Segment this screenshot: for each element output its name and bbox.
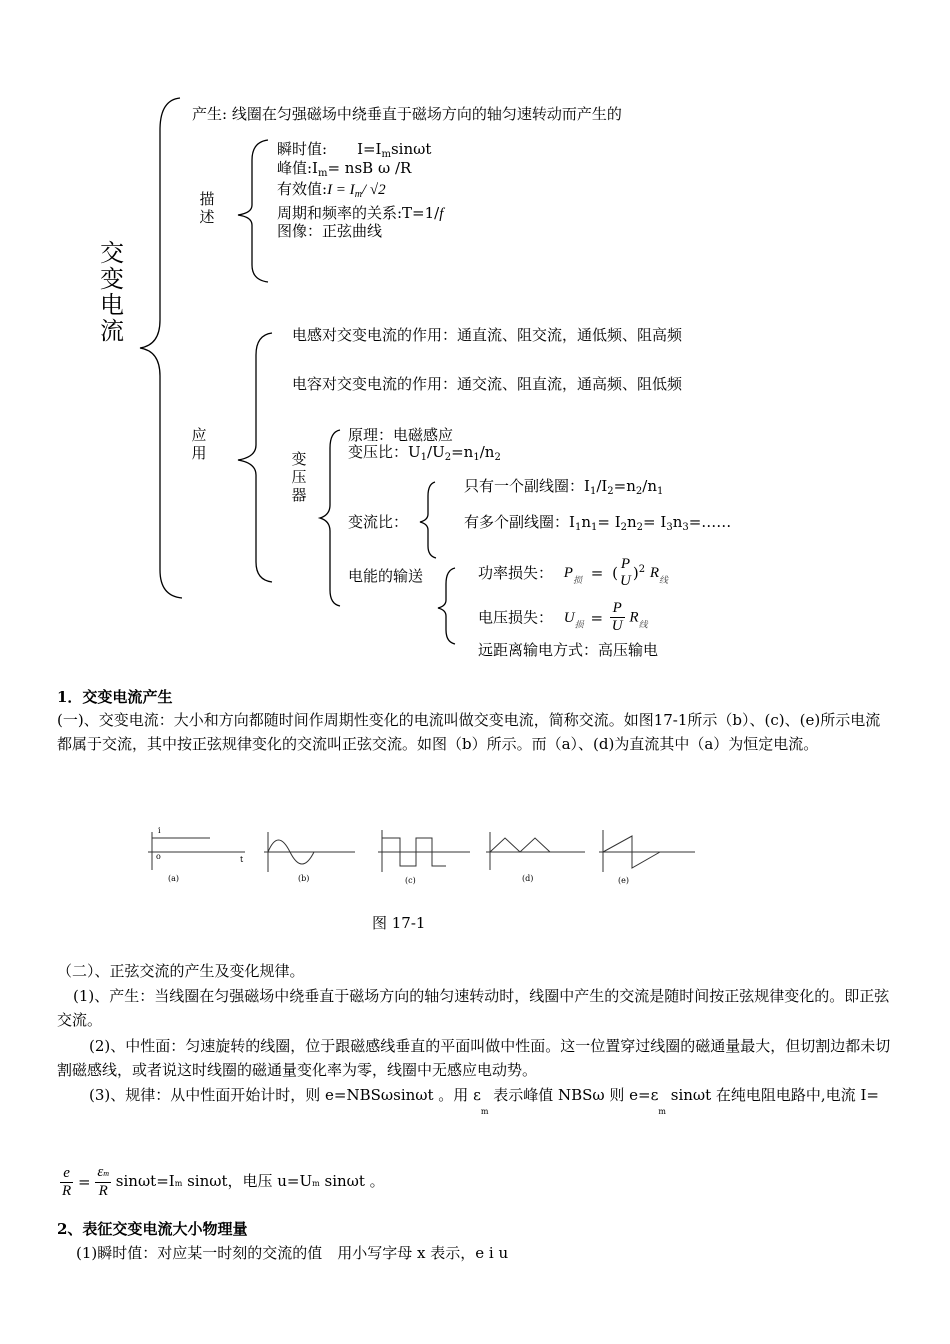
section2-para1: (1)瞬时值：对应某一时刻的交流的值 用小写字母 x 表示，e i u	[76, 1244, 509, 1262]
inductor-effect: 电感对交变电流的作用：通直流、阻交流，通低频、阻高频	[292, 326, 683, 344]
production-line: 产生: 线圈在匀强磁场中绕垂直于磁场方向的轴匀速转动而产生的	[192, 105, 622, 123]
figure-a-label: (a)	[168, 874, 180, 883]
apply-label: 应 用	[191, 426, 207, 462]
effective-value: 有效值:I = $I_m/$ √2	[277, 180, 386, 200]
section1-para2: （二）、正弦交流的产生及变化规律。	[57, 962, 305, 980]
current-ratio-label: 变流比：	[348, 513, 409, 531]
section1-para1: (一)、交变电流：大小和方向都随时间作周期性变化的电流叫做交变电流，简称交流。如图17-1所示（b）、(c)、(e)所示电流都属于交流，其中按正弦规律变化的交流叫正弦交流。如图（b）所示。而（a）、(d)为直流其中（a）为恒定电流。	[57, 711, 881, 753]
root-label: 交 变 电 流	[100, 239, 124, 345]
long-distance: 远距离输电方式：高压输电	[478, 641, 659, 659]
period-frequency: 周期和频率的关系:T=1/f	[277, 204, 444, 222]
image-line: 图像：正弦曲线	[277, 222, 383, 240]
transmission-label: 电能的输送	[348, 567, 424, 585]
power-loss: 功率损失： $P_损$ = ( P U )$^2$ $R_线$	[478, 556, 669, 589]
capacitor-effect: 电容对交变电流的作用：通交流、阻直流，通高频、阻低频	[292, 375, 683, 393]
figure-axis-t: t	[240, 855, 244, 864]
figure-caption: 图 17-1	[372, 914, 426, 932]
multi-secondary: 有多个副线圈：$I_1n_1= I_2n_2=$ $I_3n_3=\dots\dots$	[464, 513, 732, 533]
figure-e	[599, 830, 695, 872]
figure-b-label: (b)	[298, 874, 310, 883]
figure-d	[486, 832, 585, 870]
section1-para6: $\frac{e}{R}$ = $\frac{\varepsilon m}{R}$ sinωt=Im sinωt，电压 u=Um sinωt 。	[62, 1164, 385, 1199]
instant-value: 瞬时值: $I=I_m\sin\omega t$	[277, 140, 432, 160]
transformer-label: 变 压 器	[291, 450, 307, 504]
figure-origin: o	[156, 852, 161, 861]
single-secondary: 只有一个副线圈：$I_1/I_2=n_2/n_1$	[464, 477, 664, 497]
figure-a	[148, 832, 245, 870]
section1-para5: (3)、规律：从中性面开始计时，则 e=NBSωsinωt 。用 $\varepsilon_m$ 表示峰值 NBSω 则 $e=\varepsilon_m$ sinωt 在纯电阻电路中,电流 I=	[89, 1086, 879, 1116]
peak-value: 峰值$:I_m=$ nsB ω /R	[277, 159, 412, 179]
section1-heading: 1．交变电流产生	[57, 688, 173, 706]
section2-heading: 2、表征交变电流大小物理量	[57, 1220, 248, 1238]
figure-c-label: (c)	[405, 876, 416, 885]
section1-para4: (2)、中性面：匀速旋转的线圈，位于跟磁感线垂直的平面叫做中性面。这一位置穿过线圈的磁通量最大，但切割边都未切割磁感线，或者说这时线圈的磁通量变化率为零，线圈中无感应电动势。	[57, 1037, 891, 1079]
figure-axis-i: i	[158, 826, 161, 835]
figure-d-label: (d)	[522, 874, 534, 883]
figure-e-label: (e)	[618, 876, 629, 885]
voltage-loss: 电压损失： $U_损$ = $\frac{P}{U}$ $R_线$	[478, 600, 648, 634]
figure-c	[378, 830, 470, 872]
describe-label: 描 述	[199, 190, 215, 226]
section1-para3: (1)、产生：当线圈在匀强磁场中绕垂直于磁场方向的轴匀速转动时，线圈中产生的交流是随时间按正弦规律变化的。即正弦交流。	[57, 987, 890, 1029]
voltage-ratio: 变压比：$U_1/U_2=n_1/n_2$	[348, 443, 501, 463]
figure-b	[264, 832, 355, 872]
principle: 原理：电磁感应	[348, 426, 454, 444]
